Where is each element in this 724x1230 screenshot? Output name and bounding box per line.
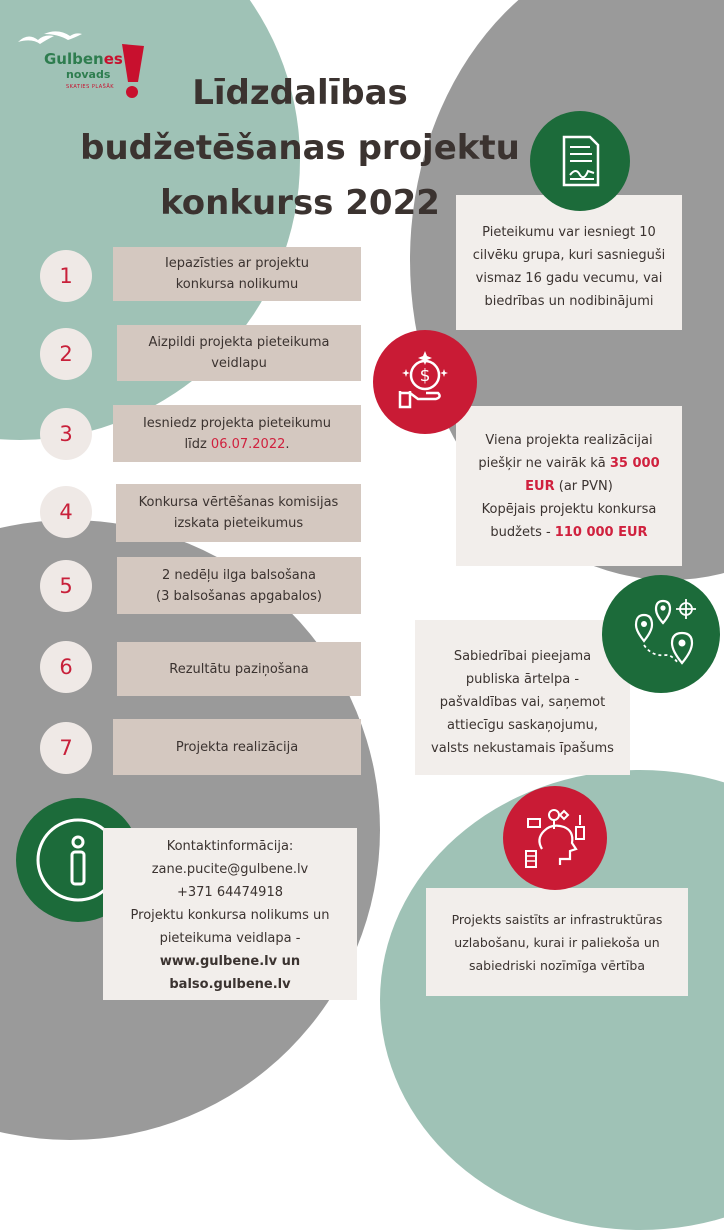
step-text: izskata pieteikumus (173, 516, 304, 531)
contact-email[interactable]: zane.pucite@gulbene.lv (151, 861, 309, 877)
title-line-3: konkurss 2022 (160, 183, 440, 223)
card-text: Projekts saistīts ar infrastruktūras (451, 911, 663, 927)
step-text: Rezultātu paziņošana (169, 661, 309, 677)
step-box (116, 484, 361, 542)
card-text: EUR (ar PVN) (525, 478, 613, 494)
card-text: cilvēku grupa, kuri sasnieguši (472, 247, 666, 263)
logo-tagline: SKATIES PLAŠĀK (66, 84, 115, 90)
document-signature-icon (530, 111, 630, 211)
step-text: līdz 06.07.2022. (184, 436, 290, 452)
step-number: 2 (40, 328, 92, 380)
step-text: 2 nedēļu ilga balsošana (162, 567, 316, 583)
contact-phone[interactable]: +371 64474918 (176, 884, 283, 900)
step-box (113, 247, 361, 301)
money-hand-icon (373, 330, 477, 434)
max-amount: 35 000 (609, 455, 660, 471)
card-text: Pieteikumu var iesniegt 10 (482, 224, 656, 240)
funding-card (456, 406, 682, 566)
step-box (113, 405, 361, 462)
step-text: Aizpildi projekta pieteikuma (148, 335, 330, 350)
logo-wordmark: Gulbenes (44, 50, 123, 68)
card-text: Kopējais projektu konkursa (481, 501, 657, 517)
card-text: Viena projekta realizācijai (485, 432, 653, 448)
step-box (117, 642, 361, 696)
ideas-head-icon (503, 786, 607, 890)
eligibility-card (456, 195, 682, 330)
step-box (117, 557, 361, 614)
card-text: publiska ārtelpa - (465, 672, 580, 687)
card-text: biedrības un nodibinājumi (484, 293, 654, 309)
card-text: budžets - 110 000 EUR (490, 524, 648, 540)
deadline-date: 06.07.2022 (210, 436, 286, 452)
card-text: pieteikuma veidlapa - (159, 930, 301, 946)
step-number: 7 (40, 722, 92, 774)
step-number: 1 (40, 250, 92, 302)
step-box (113, 719, 361, 775)
total-budget: 110 000 EUR (554, 524, 648, 540)
infrastructure-card (426, 888, 688, 996)
step-box (117, 325, 361, 381)
map-pins-icon (602, 575, 720, 693)
step-text: Iesniedz projekta pieteikumu (142, 415, 332, 431)
birds-icon (14, 28, 84, 52)
step-text: Projekta realizācija (175, 739, 299, 755)
card-text: Sabiedrībai pieejama (453, 649, 592, 664)
step-number: 5 (40, 560, 92, 612)
contact-websites[interactable]: www.gulbene.lv un balso.gulbene.lv (159, 953, 301, 992)
step-text: (3 balsošanas apgabalos) (156, 588, 322, 604)
step-number: 4 (40, 486, 92, 538)
step-text: konkursa nolikumu (175, 277, 299, 292)
logo-novads: novads (66, 68, 111, 81)
card-text: valsts nekustamais īpašums (431, 741, 614, 756)
svg-text:$: $ (419, 366, 431, 386)
step-text: Iepazīsties ar projektu (164, 256, 310, 271)
step-text: veidlapu (211, 356, 267, 371)
card-text: Projektu konkursa nolikums un (130, 907, 330, 923)
step-text: Konkursa vērtēšanas komisijas (138, 495, 339, 510)
step-number: 3 (40, 408, 92, 460)
contact-card (103, 828, 357, 1000)
card-text: uzlabošanu, kurai ir paliekoša un (454, 934, 660, 950)
card-text: sabiedriski nozīmīga vērtība (468, 957, 646, 973)
card-text: piešķir ne vairāk kā 35 000 (478, 455, 660, 471)
title-line-2: budžetēšanas projektu (80, 128, 520, 168)
title-line-1: Līdzdalības (192, 73, 408, 113)
contact-heading: Kontaktinformācija: (166, 838, 294, 854)
card-text: vismaz 16 gadu vecumu, vai (475, 270, 663, 286)
card-text: pašvaldības vai, saņemot (439, 695, 606, 710)
step-number: 6 (40, 641, 92, 693)
card-text: attiecīgu saskaņojumu, (446, 718, 598, 733)
location-card (415, 620, 630, 775)
